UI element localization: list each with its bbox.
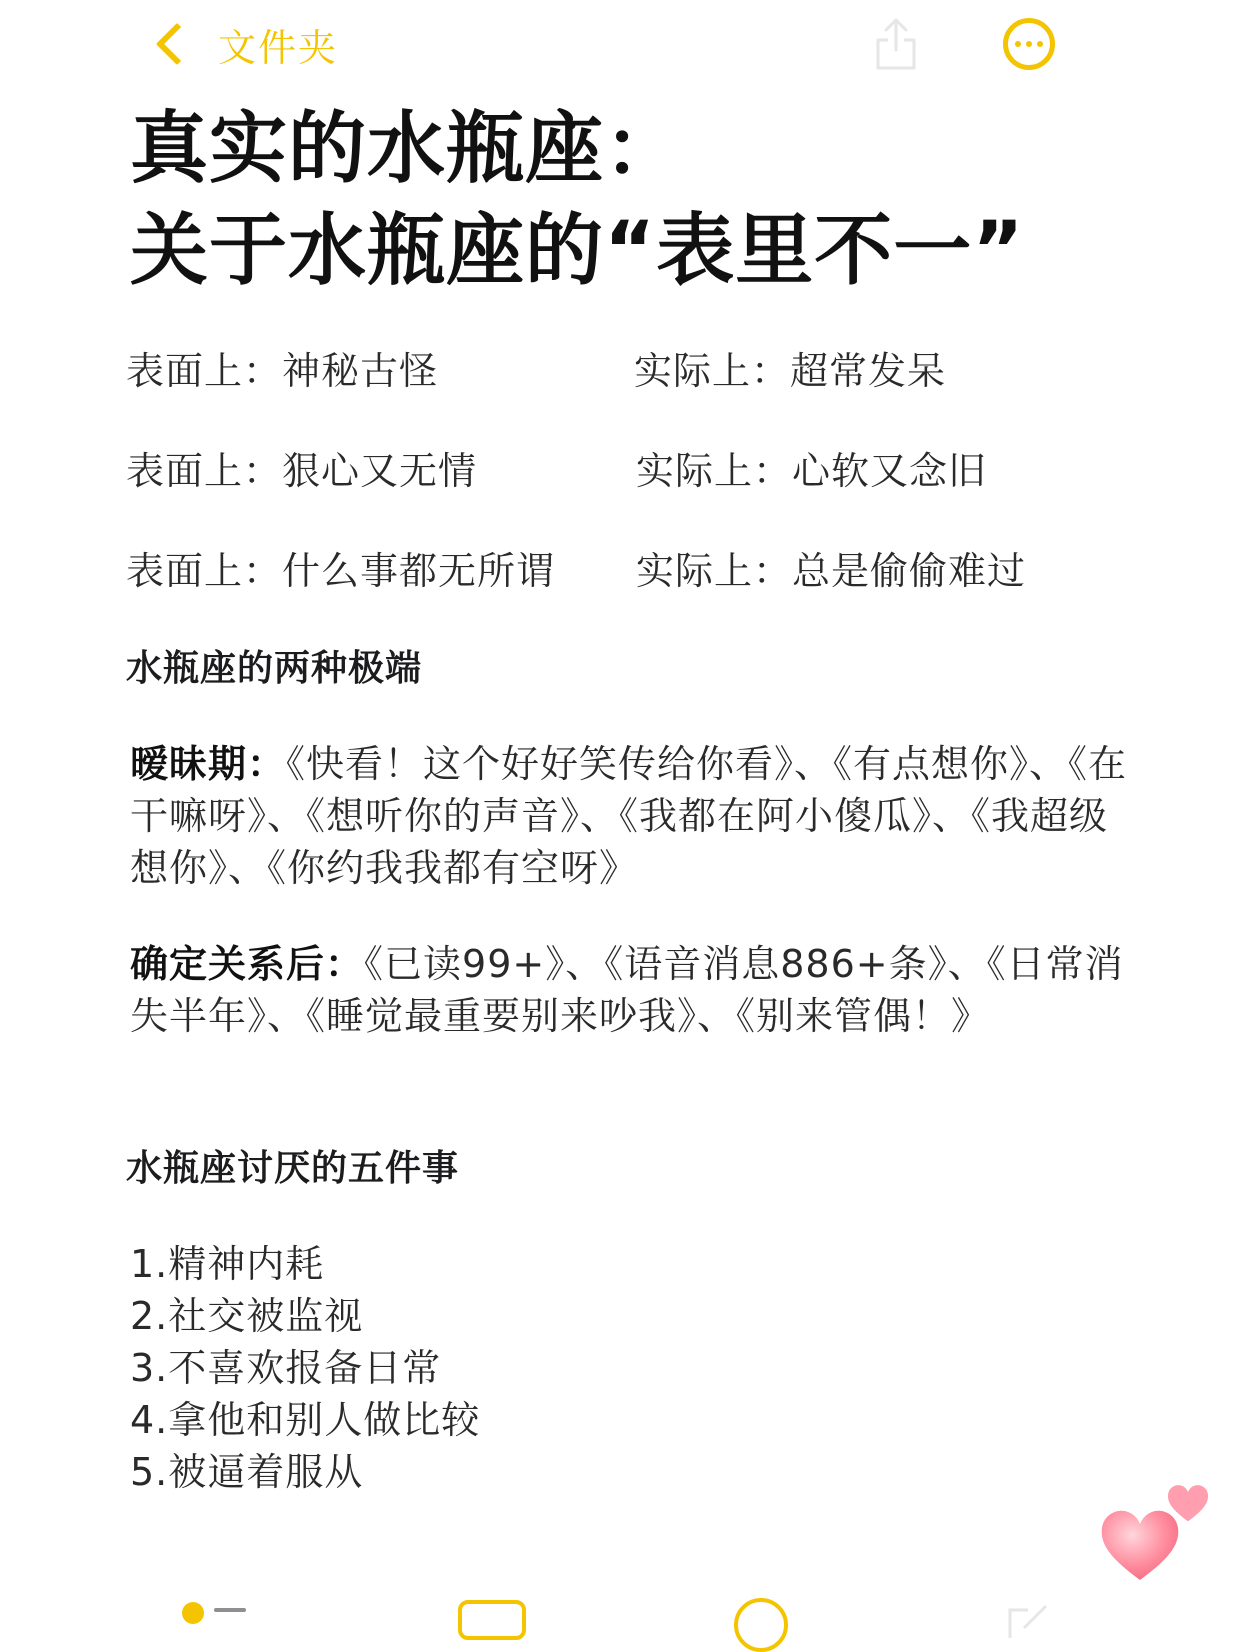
list-item: 5.被逼着服从 — [130, 1450, 364, 1494]
list-item: 4.拿他和别人做比较 — [130, 1398, 481, 1442]
paragraph-label: 暧昧期： — [130, 742, 287, 786]
section-heading: 水瓶座的两种极端 — [126, 648, 423, 689]
paragraph-label: 确定关系后： — [130, 942, 365, 986]
actual-text: 实际上：超常发呆 — [634, 349, 947, 393]
paragraph-text: 《快看！这个好好笑传给你看》、《有点想你》、《在干嘛呀》、《想听你的声音》、《我都在阿小傻瓜》、《我超级想你》、《你约我我都有空呀》 — [130, 742, 1128, 890]
list-item: 1.精神内耗 — [130, 1242, 325, 1286]
checklist-icon[interactable] — [182, 1602, 204, 1624]
list-item: 3.不喜欢报备日常 — [130, 1346, 442, 1390]
actual-text: 实际上：心软又念旧 — [636, 449, 988, 493]
compose-icon[interactable] — [1006, 1600, 1052, 1640]
dot-icon — [1015, 41, 1021, 47]
paragraph-relationship — [130, 938, 1130, 1042]
heart-icon — [1166, 1482, 1210, 1524]
title-line-1: 真实的水瓶座： — [130, 104, 684, 194]
dot-icon — [1026, 41, 1032, 47]
dislike-list — [130, 1238, 480, 1498]
actual-text: 实际上：总是偷偷难过 — [636, 549, 1027, 593]
back-label: 文件夹 — [218, 25, 339, 70]
note-title — [130, 98, 1025, 302]
markup-icon[interactable] — [734, 1598, 788, 1652]
more-options-button[interactable] — [1003, 18, 1055, 70]
share-icon[interactable] — [870, 16, 922, 72]
camera-icon[interactable] — [458, 1600, 526, 1640]
surface-text: 表面上：什么事都无所谓 — [126, 549, 556, 593]
title-line-2: 关于水瓶座的“表里不一” — [130, 206, 1025, 296]
paragraph-ambiguous — [130, 738, 1130, 894]
surface-text: 表面上：神秘古怪 — [126, 349, 439, 393]
paragraph-text: 《已读99+》、《语音消息886+条》、《日常消失半年》、《睡觉最重要别来吵我》、《别来管偶！》 — [130, 942, 1124, 1038]
back-button[interactable] — [150, 18, 338, 70]
dot-icon — [1037, 41, 1043, 47]
list-item: 2.社交被监视 — [130, 1294, 364, 1338]
chevron-left-icon — [156, 23, 198, 65]
section-heading: 水瓶座讨厌的五件事 — [126, 1148, 460, 1189]
surface-text: 表面上：狠心又无情 — [126, 449, 478, 493]
checklist-lines-icon — [214, 1608, 246, 1612]
